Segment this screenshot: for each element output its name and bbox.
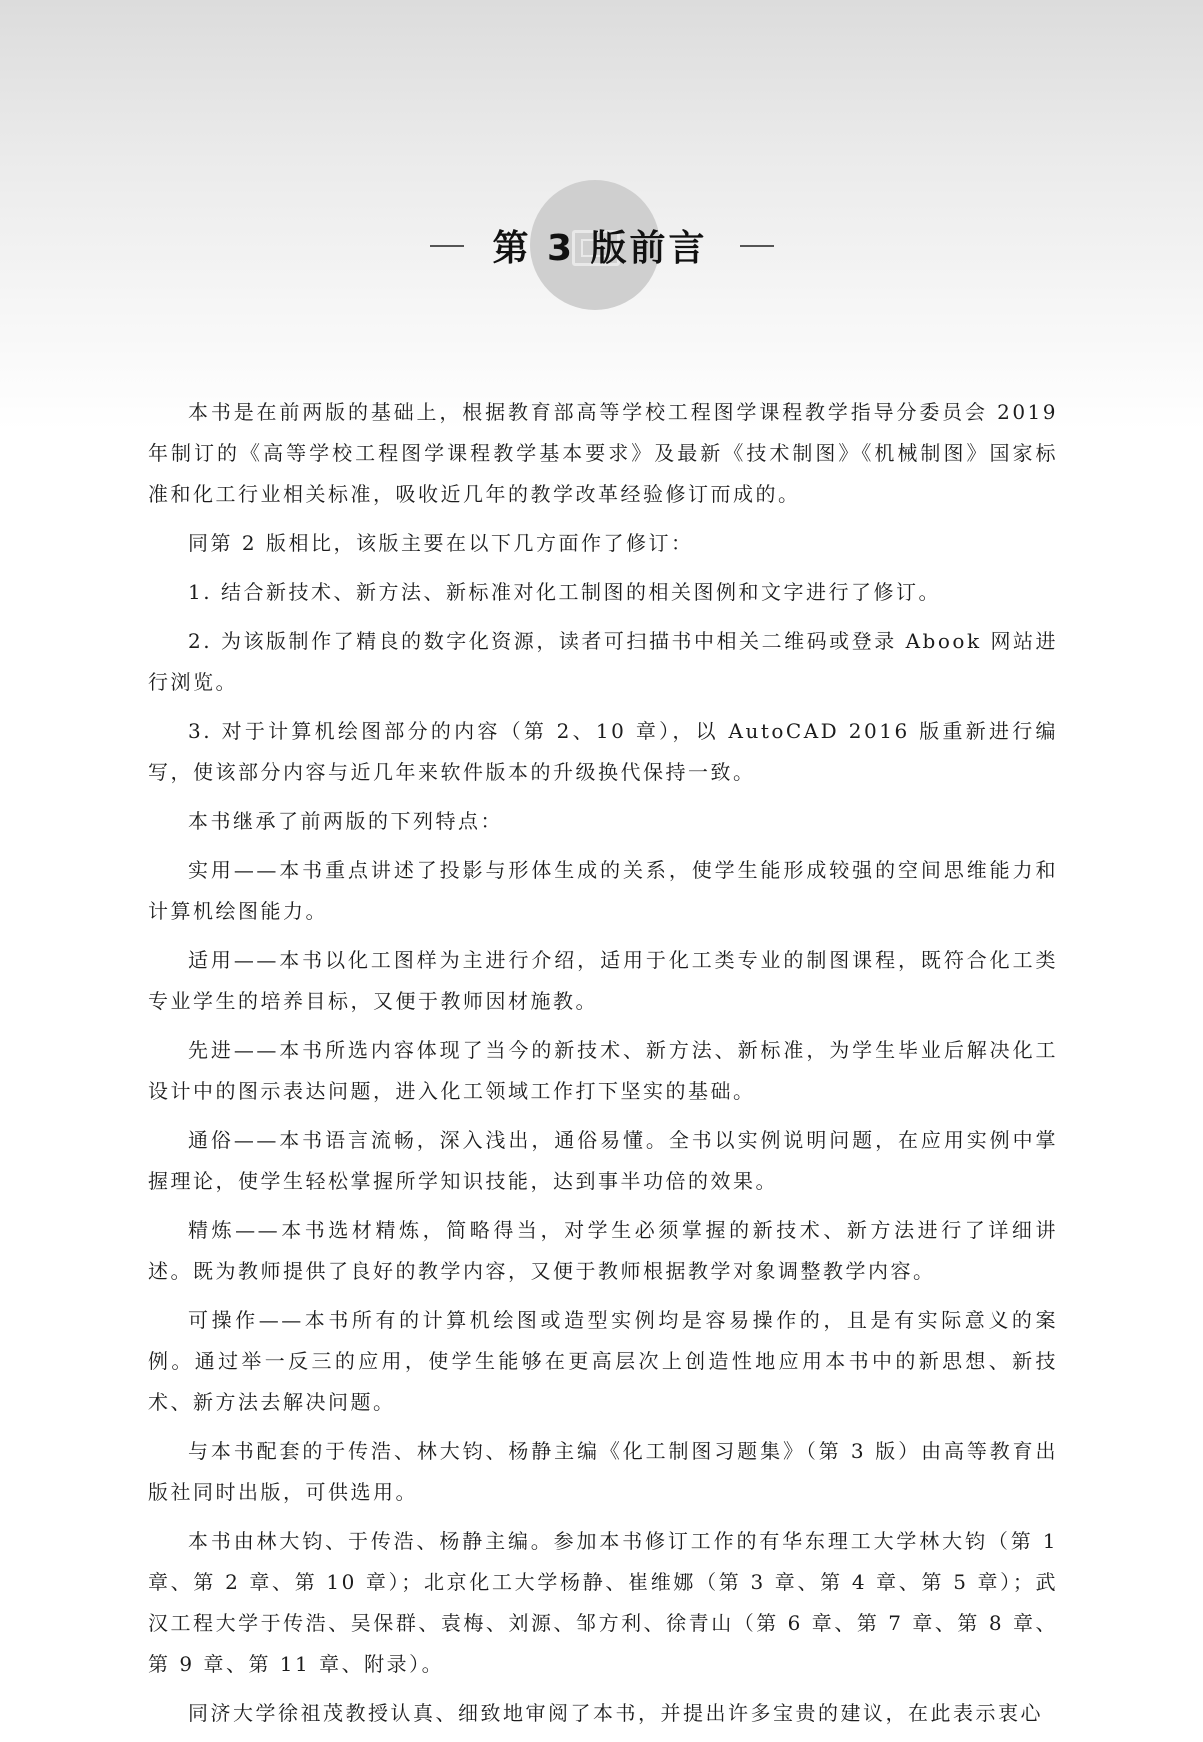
paragraph: 本书继承了前两版的下列特点： xyxy=(188,809,503,833)
page-title: 第 3 版前言 xyxy=(492,228,708,269)
paragraph: 同济大学徐祖茂教授认真、细致地审阅了本书，并提出许多宝贵的建议，在此表示衷心 xyxy=(188,1701,1043,1725)
paragraph: 与本书配套的于传浩、林大钧、杨静主编《化工制图习题集》（第 3 版）由高等教育出版社同时出版，可供选用。 xyxy=(148,1439,1058,1504)
title-dash-right xyxy=(740,245,774,247)
paragraph: 可操作——本书所有的计算机绘图或造型实例均是容易操作的，且是有实际意义的案例。通过举一反三的应用，使学生能够在更高层次上创造性地应用本书中的新思想、新技术、新方法去解决问题。 xyxy=(148,1308,1058,1414)
paragraph: 精炼——本书选材精炼，简略得当，对学生必须掌握的新技术、新方法进行了详细讲述。既为教师提供了良好的教学内容，又便于教师根据教学对象调整教学内容。 xyxy=(148,1218,1058,1283)
paragraph: 2. 为该版制作了精良的数字化资源，读者可扫描书中相关二维码或登录 Abook 网站进行浏览。 xyxy=(148,629,1058,694)
paragraph: 适用——本书以化工图样为主进行介绍，适用于化工类专业的制图课程，既符合化工类专业学生的培养目标，又便于教师因材施教。 xyxy=(148,948,1058,1013)
paragraph: 先进——本书所选内容体现了当今的新技术、新方法、新标准，为学生毕业后解决化工设计中的图示表达问题，进入化工领域工作打下坚实的基础。 xyxy=(148,1038,1058,1103)
paragraph: 通俗——本书语言流畅，深入浅出，通俗易懂。全书以实例说明问题，在应用实例中掌握理论，使学生轻松掌握所学知识技能，达到事半功倍的效果。 xyxy=(148,1128,1058,1193)
preface-body xyxy=(148,392,1058,1742)
paragraph: 1. 结合新技术、新方法、新标准对化工制图的相关图例和文字进行了修订。 xyxy=(188,580,941,604)
paragraph: 同第 2 版相比，该版主要在以下几方面作了修订： xyxy=(188,531,694,555)
paragraph: 本书是在前两版的基础上，根据教育部高等学校工程图学课程教学指导分委员会 2019 年制订的《高等学校工程图学课程教学基本要求》及最新《技术制图》《机械制图》国家标准和化工行业相关标准，吸收近几年的教学改革经验修订而成的。 xyxy=(148,400,1058,506)
title-block xyxy=(0,170,1203,320)
paragraph: 实用——本书重点讲述了投影与形体生成的关系，使学生能形成较强的空间思维能力和计算机绘图能力。 xyxy=(148,858,1058,923)
paragraph: 本书由林大钧、于传浩、杨静主编。参加本书修订工作的有华东理工大学林大钧（第 1 章、第 2 章、第 10 章）；北京化工大学杨静、崔维娜（第 3 章、第 4 章、第 5 章）；武汉工程大学于传浩、吴保群、袁梅、刘源、邹方利、徐青山（第 6 章、第 7 章、第 8 章、第 9 章、第 11 章、附录）。 xyxy=(148,1529,1058,1676)
paragraph: 3. 对于计算机绘图部分的内容（第 2、10 章），以 AutoCAD 2016 版重新进行编写，使该部分内容与近几年来软件版本的升级换代保持一致。 xyxy=(148,719,1058,784)
title-dash-left xyxy=(430,245,464,247)
